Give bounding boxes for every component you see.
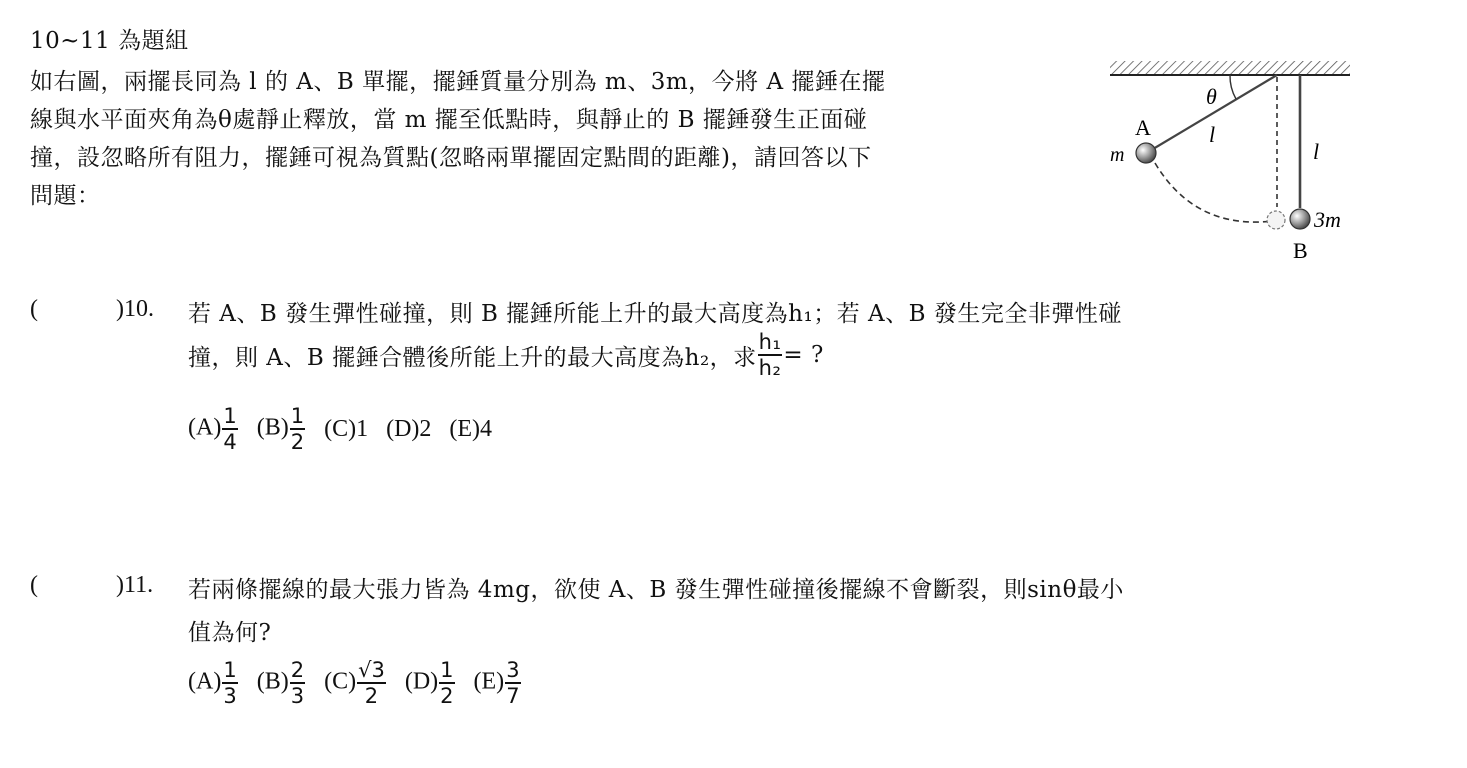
q10-line-1: 若 A、B 發生彈性碰撞，則 B 擺錘所能上升的最大高度為h₁；若 A、B 發生完全非彈性碰 xyxy=(188,301,1122,327)
q10-option-a: (A) $\frac{1}{4}$ xyxy=(188,404,237,454)
theta-label: θ xyxy=(1206,84,1217,109)
label-b: B xyxy=(1293,238,1308,263)
label-l-right: l xyxy=(1313,139,1320,164)
q10-ratio-fraction xyxy=(758,330,783,380)
q10-line-2 xyxy=(188,330,824,380)
q10-option-e: (E)4 xyxy=(449,415,493,442)
q10-option-b: (B) $\frac{1}{2}$ xyxy=(256,404,305,454)
q10-option-c: (C)1 xyxy=(324,415,369,442)
q10-answer-paren: ( xyxy=(30,296,38,322)
q11-answer-paren: ( xyxy=(30,572,38,598)
q11-option-c: (C) $\frac{√3}{2}$ xyxy=(324,658,385,708)
pendulum-diagram xyxy=(1105,55,1355,270)
q10-option-d: (D)2 xyxy=(386,415,432,442)
q11-option-b: (B) $\frac{2}{3}$ xyxy=(256,658,305,708)
theta-arc xyxy=(1230,75,1236,99)
intro-line-2: 線與水平面夾角為θ處靜止釋放，當 m 擺至低點時，與靜止的 B 擺錘發生正面碰 xyxy=(30,107,868,133)
label-l-left: l xyxy=(1209,122,1216,147)
label-3m: 3m xyxy=(1314,207,1341,232)
q11-line-2: 值為何? xyxy=(188,620,272,646)
q11-option-d: (D) $\frac{1}{2}$ xyxy=(404,658,454,708)
bob-b xyxy=(1290,209,1310,229)
label-a: A xyxy=(1135,115,1151,140)
q11-option-a: (A) $\frac{1}{3}$ xyxy=(188,658,237,708)
q11-option-e: (E) $\frac{3}{7}$ xyxy=(473,658,520,708)
intro-line-3: 撞，設忽略所有阻力，擺錘可視為質點(忽略兩單擺固定點間的距離)，請回答以下 xyxy=(30,145,872,171)
bob-a xyxy=(1136,143,1156,163)
q11-line-1: 若兩條擺線的最大張力皆為 4mg，欲使 A、B 發生彈性碰撞後擺線不會斷裂，則sinθ最小 xyxy=(188,577,1124,603)
q10-options xyxy=(188,404,510,454)
q10-ratio-denominator: h₂ xyxy=(758,356,782,380)
swing-path xyxy=(1155,163,1273,222)
q10-line-2-end: = ? xyxy=(783,342,824,368)
q11-number: )11. xyxy=(116,572,154,598)
ghost-bob xyxy=(1267,211,1285,229)
intro-line-4: 問題： xyxy=(30,183,101,209)
intro-line-1: 如右圖，兩擺長同為 l 的 A、B 單擺，擺錘質量分別為 m、3m，今將 A 擺錘在擺 xyxy=(30,69,886,95)
q10-number: )10. xyxy=(116,296,154,322)
q11-options xyxy=(188,658,540,708)
group-label: 10~11 為題組 xyxy=(30,28,189,54)
q10-line-2-text: 撞，則 A、B 擺錘合體後所能上升的最大高度為h₂，求 xyxy=(188,344,757,371)
q10-ratio-numerator: h₁ xyxy=(758,330,782,354)
ceiling-hatch xyxy=(1110,61,1350,75)
label-m: m xyxy=(1110,144,1125,166)
